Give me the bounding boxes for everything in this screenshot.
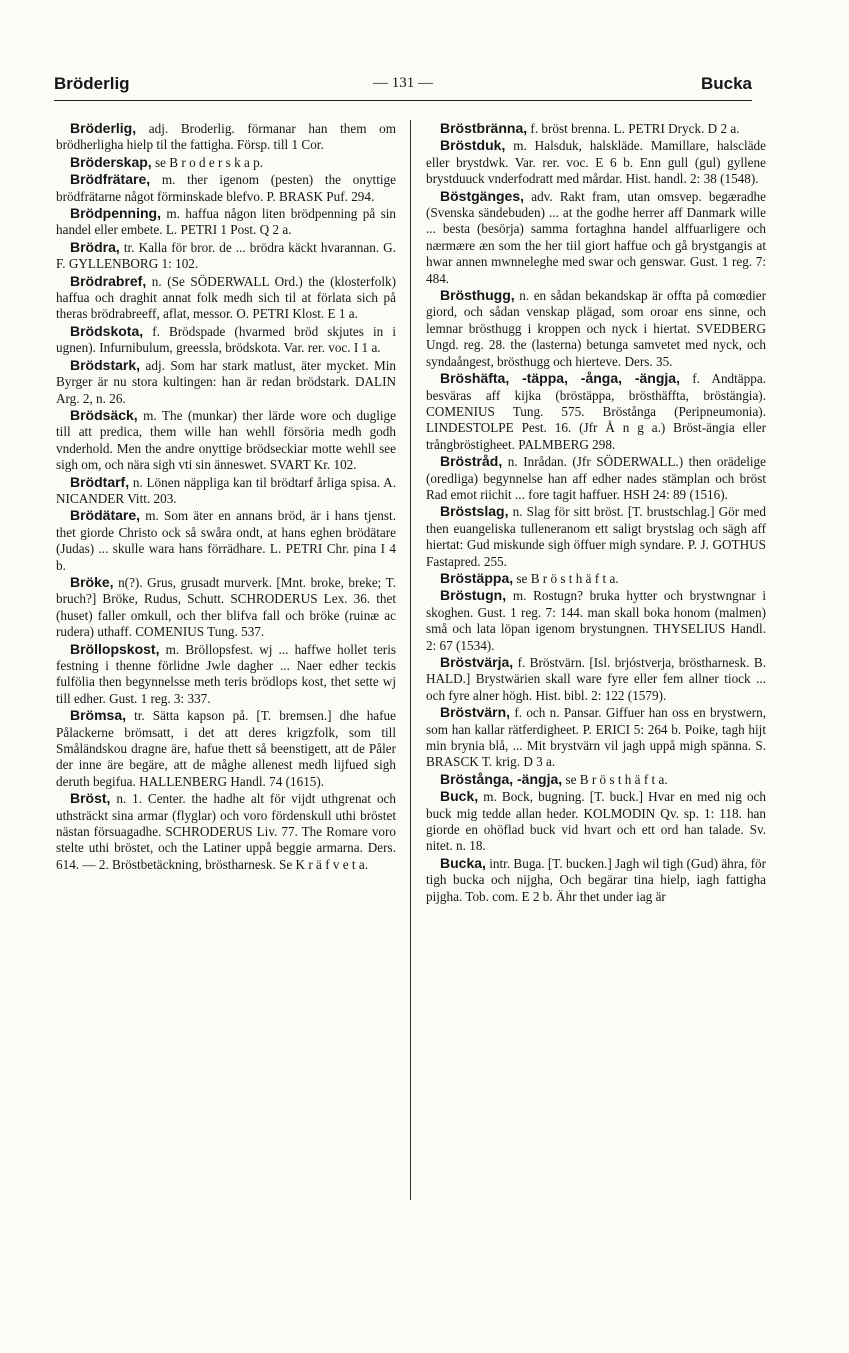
column-divider	[410, 120, 411, 1200]
dictionary-entry	[56, 507, 396, 574]
entry-headword: Brödfrätare,	[70, 171, 151, 188]
entry-text: n(?). Grus, grusadt murverk. [Mnt. broke, breke; T. bruch?] Bröke, Rudus, Schutt. SCHRODERUS Lex. 36. thet (huset) faller omkull, och ther blifva fall och bröke (ruinæ ac rudera) uthaff. COMENIUS Tung. 537.	[56, 574, 396, 640]
entry-headword: Bröstvärn,	[440, 704, 511, 721]
dictionary-entry	[56, 641, 396, 708]
entry-text: se B r ö s t h ä f t a.	[513, 570, 619, 586]
dictionary-entry	[426, 370, 766, 453]
dictionary-entry	[56, 357, 396, 407]
entry-text: n. en sådan bekandskap är offta på comœdier giord, och sådan venskap plägad, som oroar ens sinne, och lemnar brösthugg i kroppen och nyck i hiertat. SVEDBERG Ungd. reg. 28. the (lasterna) betunga samvetet med nyck, och syndaångest, brösthugg och hierteve. Ders. 35.	[426, 288, 766, 369]
entry-headword: Bröderskap,	[70, 153, 152, 170]
dictionary-entry	[426, 453, 766, 503]
entry-headword: Brödätare,	[70, 507, 141, 524]
entry-text: m. The (munkar) ther lärde wore och duglige till att predica, them wille han wehll försöria medh godh vnderhold. Men the andre onyttige brödseckiar motte wehll see sigh om, och nära sigh vti sin änneswet. SVART Kr. 102.	[56, 407, 396, 473]
dictionary-entry	[426, 771, 766, 788]
entry-text: n. Lönen näppliga kan til brödtarf årliga spisa. A. NICANDER Vitt. 203.	[56, 474, 396, 506]
entry-text: adj. Broderlig. förmanar han them om brödherligha hielp til the fattigha. Försp. till 1 Cor.	[56, 121, 396, 153]
entry-text: n. 1. Center. the hadhe alt för vijdt uthgrenat och uthsträckt sina armar (flyglar) och voro fördenskull uthi bröstet nästan försuagadhe. SCHRODERUS Liv. 77. The Romare voro stelte uthi bröstet, och the Latiner uppå beggie armarna. Ders. 614. — 2. Bröstbetäckning, bröstharnesk. Se K r ä f v e t a.	[56, 791, 396, 872]
right-column	[426, 120, 766, 905]
entry-headword: Bröstråd,	[440, 453, 503, 470]
entry-text: n. Slag för sitt bröst. [T. brustschlag.] Gör med then euangeliska tulleneranom ett saligt brystslag och sägh aff hiertat: Gud miskunde sigh öffuer migh syndare. P. J. GOTHUS Fastapred. 255.	[426, 504, 766, 569]
dictionary-entry	[426, 137, 766, 187]
entry-text: m. Rostugn? bruka hytter och brystwngnar i skoghen. Gust. 1 reg. 7: 144. man skall boka honom (malmen) små och lata löpan igenom brystungnen. THYSELIUS Handl. 2: 67 (1534).	[426, 588, 766, 653]
entry-text: f. Bröstvärn. [Isl. brjóstverja, bröstharnesk. B. HALD.] Brystwärien skall ware fyre eller fem allner tiock ... och fyre alner högh. Hist. bibl. 2: 122 (1579).	[426, 655, 766, 703]
dictionary-entry	[56, 273, 396, 323]
dictionary-entry	[56, 171, 396, 205]
dictionary-entry	[426, 704, 766, 771]
dictionary-entry	[426, 570, 766, 587]
entry-headword: Brödstark,	[70, 356, 141, 373]
entry-headword: Bröstbränna,	[440, 120, 528, 136]
entry-headword: Brödtarf,	[70, 473, 130, 490]
entry-text: f. och n. Pansar. Giffuer han oss en brystwern, som han kallar rätferdigheet. P. ERICI 5: 264 b. Poike, tagh hijt min brynia blå, ... Mit brystvärn vil jagh uppå migh spänna. S. BRASCK T. krig. D 3 a.	[426, 705, 766, 770]
entry-headword: Bröstånga, -ängja,	[440, 770, 563, 787]
dictionary-entry	[426, 587, 766, 654]
dictionary-entry	[56, 707, 396, 790]
entry-headword: Brödsäck,	[70, 406, 138, 423]
page-number: — 131 —	[373, 75, 433, 91]
entry-text: f. Brödspade (hvarmed bröd skjutes in i ugnen). Infurnibulum, greessla, brödskota. Var. rer. voc. I 1 a.	[56, 323, 396, 356]
entry-text: se B r o d e r s k a p.	[151, 154, 264, 170]
dictionary-entry	[426, 120, 766, 137]
dictionary-entry	[56, 407, 396, 474]
entry-headword: Bröllopskost,	[70, 640, 160, 657]
dictionary-entry	[56, 205, 396, 239]
entry-text: adv. Rakt fram, utan omsvep. begæradhe (Svenska sändebuden) ... at the godhe herrer aff Danmark wille ... besta (besörja) samma fortaghna handel alffuarligere och nærmære æn som the her tiil giort haffue och gå brystgangis at hwar annen mwnneleghe med swar och genswar. Gust. 1 reg. 7: 484.	[426, 188, 766, 286]
entry-headword: Brösthugg,	[440, 287, 515, 304]
dictionary-entry	[56, 120, 396, 154]
dictionary-entry	[426, 788, 766, 855]
entry-text: m. Bröllopsfest. wj ... haffwe hollet teris festning i thenne förlidne Jwle dagher ... Naer edher teckis fulfölia then begynnelsse meth teris brödlops kost, thet sette wj till edher. Gust. 1 reg. 3: 337.	[56, 641, 396, 706]
entry-text: tr. Sätta kapson på. [T. bremsen.] dhe hafue Pålackerne brömsatt, i det att deres krigzfolk, som till Småländskou dragne äre, hafue thett så beenstigett, att de Påler der inne äre begäre, att de måghe allenest medh lijfued sigh deruth begifua. HALLENBERG Handl. 74 (1615).	[56, 708, 396, 789]
entry-headword: Bröstugn,	[440, 587, 507, 604]
dictionary-entry	[426, 855, 766, 905]
dictionary-entry	[56, 323, 396, 357]
entry-text: m. ther igenom (pesten) the onyttige brödfrätarne något förminskade blefvo. P. BRASK Puf. 294.	[56, 172, 396, 204]
dictionary-entry	[426, 503, 766, 570]
entry-text: m. Halsduk, halskläde. Mamillare, halscläde eller brystdwk. Var. rer. voc. E 6 b. Enn gull (gul) gyllene brystduuck vnderfodratt med mårdar. Hist. handl. 2: 38 (1548).	[426, 138, 766, 187]
entry-headword: Bröstduk,	[440, 137, 506, 154]
left-column	[56, 120, 396, 873]
entry-text: intr. Buga. [T. bucken.] Jagh wil tigh (Gud) ähra, för tigh bucka och nijgha, Och begärar tina hielp, iagh fattigha pijgha. Tob. com. E 2 b. Ähr thet under iag är	[426, 855, 766, 904]
entry-text: m. Bock, bugning. [T. buck.] Hvar en med nig och buck mig tedde allan heder. KOLMODIN Qv. sp. 1: 118. han giorde en ohöflad buck vid hvart och ett ord han talade. Sv. nitet. n. 18.	[426, 789, 766, 854]
dictionary-entry	[426, 287, 766, 370]
entry-text: tr. Kalla för bror. de ... brödra käckt hvarannan. G. F. GYLLENBORG 1: 102.	[56, 239, 396, 272]
entry-headword: Brödpenning,	[70, 205, 161, 222]
entry-text: f. Andtäppa. besväras aff kijka (bröstäppa, brösthäffta, bröstängia). COMENIUS Tung. 575. Bröstånga (Peripneumonia). LINDESTOLPE Pest. 16. (Jfr Å n g a.) Bröst-ängia eller trångbröstigheet. PALMBERG 298.	[426, 371, 766, 452]
dictionary-entry	[56, 790, 396, 873]
entry-headword: Bucka,	[440, 854, 486, 871]
entry-headword: Böstgänges,	[440, 187, 525, 204]
entry-text: adj. Som har stark matlust, äter mycket. Min Byrger är nu stora kultingen: han är redan brödstark. DALIN Arg. 2, n. 26.	[56, 357, 396, 406]
entry-headword: Bröstslag,	[440, 503, 509, 520]
entry-headword: Bröshäfta, -täppa, -ånga, -ängja,	[440, 370, 680, 387]
entry-headword: Brödra,	[70, 238, 120, 255]
entry-text: n. (Se SÖDERWALL Ord.) the (klosterfolk) haffua och draghit annat folk medh sich til at förlata sich på theras brödrabreeff, aflat, messor. O. PETRI Klost. E 1 a.	[56, 273, 396, 322]
entry-headword: Brömsa,	[70, 707, 127, 724]
page-header	[54, 70, 752, 101]
entry-headword: Brödrabref,	[70, 272, 147, 289]
entry-headword: Buck,	[440, 788, 479, 805]
entry-text: se B r ö s t h ä f t a.	[562, 771, 668, 787]
dictionary-entry	[426, 188, 766, 287]
entry-headword: Brödskota,	[70, 322, 144, 339]
entry-headword: Bröderlig,	[70, 120, 137, 136]
dictionary-entry	[56, 239, 396, 273]
entry-text: m. haffua någon liten brödpenning på sin handel eller embete. L. PETRI 1 Post. Q 2 a.	[56, 206, 396, 238]
entry-text: f. bröst brenna. L. PETRI Dryck. D 2 a.	[527, 121, 740, 136]
header-guide-word-right: Bucka	[700, 74, 752, 93]
entry-headword: Bröke,	[70, 573, 114, 590]
dictionary-entry	[426, 654, 766, 704]
header-guide-word-left: Bröderlig	[54, 74, 130, 93]
dictionary-entry	[56, 574, 396, 641]
entry-text: n. Inrådan. (Jfr SÖDERWALL.) then orädelige (oredliga) begynnelse han aff edher nades stämplan och bröst Rad emot riichit ... fore tagit haffuer. HSH 24: 89 (1516).	[426, 454, 766, 502]
dictionary-entry	[56, 154, 396, 171]
dictionary-entry	[56, 474, 396, 508]
entry-headword: Bröstvärja,	[440, 654, 514, 670]
entry-text: m. Som äter en annans bröd, är i hans tjenst. thet giorde Christo ock så swåra ondt, at hans eghen brödätare (Judas) ... skulle wara hans förrädhare. L. PETRI Chr. pina I 4 b.	[56, 508, 396, 573]
entry-headword: Bröstäppa,	[440, 569, 514, 586]
entry-headword: Bröst,	[70, 790, 111, 807]
